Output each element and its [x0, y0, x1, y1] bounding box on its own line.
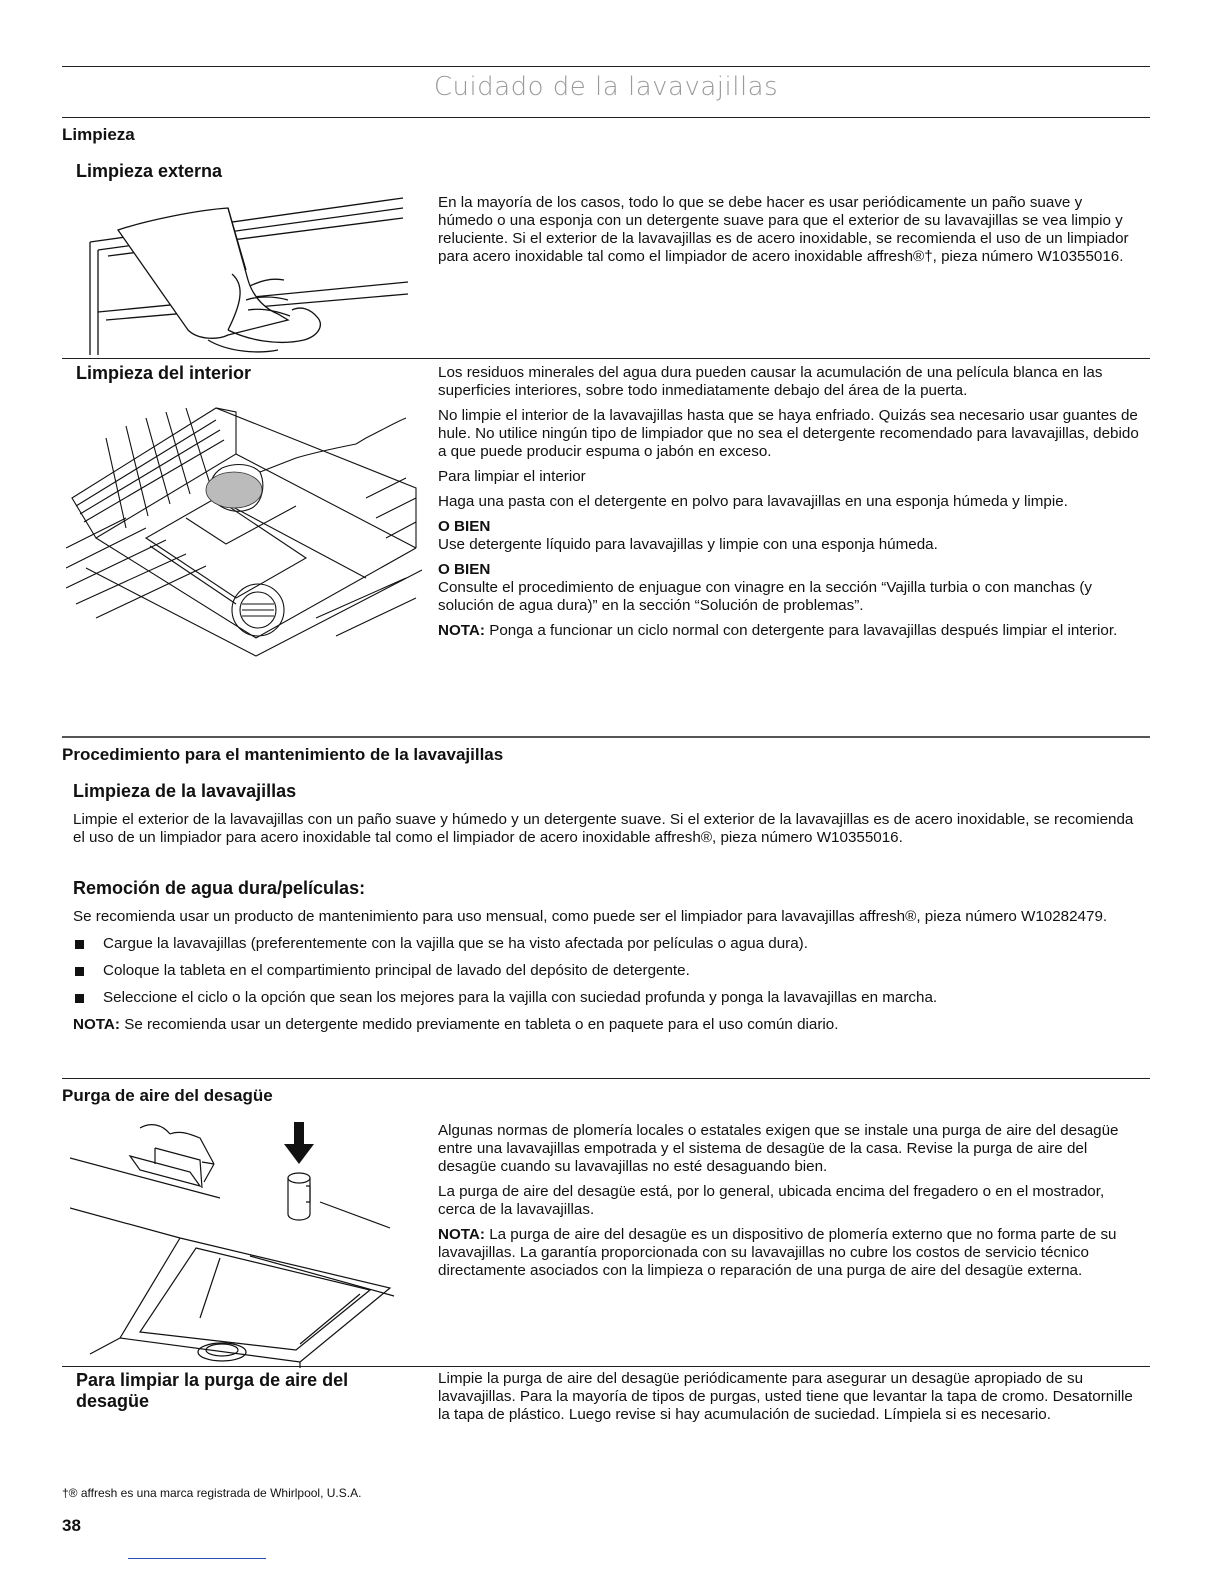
text-limpieza-interior: [438, 364, 1140, 647]
footnote: †® affresh es una marca registrada de Whirlpool, U.S.A.: [62, 1486, 362, 1500]
air-gap-illustration: [70, 1118, 420, 1368]
heading-remocion: Remoción de agua dura/películas:: [73, 878, 366, 898]
paragraph: Los residuos minerales del agua dura pueden causar la acumulación de una película blanca en las superficies interiores, sobre todo inmediatamente debajo del área de la puerta.: [438, 364, 1103, 399]
paragraph: En la mayoría de los casos, todo lo que se debe hacer es usar periódicamente un paño suave y húmedo o una esponja con un detergente suave para que el exterior de su lavavajillas se vea limpio y reluciente. Si el exterior de la lavavajillas es de acero inoxidable, se recomienda el uso de un limpiador para acero inoxidable tal como el limpiador de acero inoxidable affresh®†, pieza número W10355016.: [438, 194, 1129, 265]
list-item: Seleccione el ciclo o la opción que sean los mejores para la vajilla con suciedad profunda y ponga la lavavajillas en marcha.: [73, 989, 1143, 1007]
note-label: NOTA:: [73, 1016, 120, 1033]
note: [438, 622, 1140, 640]
top-rule: [62, 66, 1150, 67]
title-rule: [62, 117, 1150, 118]
list-item: Cargue la lavavajillas (preferentemente con la vajilla que se ha visto afectada por películas o agua dura).: [73, 935, 1143, 953]
paragraph: Haga una pasta con el detergente en polvo para lavavajillas en una esponja húmeda y limpie.: [438, 493, 1068, 510]
heading-limpieza-externa: Limpieza externa: [76, 161, 223, 181]
bullet-list: [73, 935, 1143, 1007]
text-limpiar-purga: [438, 1370, 1140, 1431]
paragraph: Limpie el exterior de la lavavajillas con un paño suave y húmedo y un detergente suave. Si el exterior de la lavavajillas es de acero inoxidable, se recomienda el uso de un limpiador para acero inoxidable tal como el limpiador de acero inoxidable affresh®, pieza número W10355016.: [73, 811, 1134, 846]
or-label: O BIEN: [438, 518, 491, 535]
divider: [62, 358, 1150, 359]
exterior-cleaning-illustration: [78, 190, 418, 358]
paragraph: La purga de aire del desagüe está, por lo general, ubicada encima del fregadero o en el mostrador, cerca de la lavavajillas.: [438, 1183, 1105, 1218]
page-number: 38: [62, 1516, 81, 1535]
note-label: NOTA:: [438, 1226, 485, 1243]
paragraph: Limpie la purga de aire del desagüe periódicamente para asegurar un desagüe apropiado de su lavavajillas. Para la mayoría de tipos de purgas, usted tiene que levantar la tapa de cromo. Desatornille la tapa de plástico. Luego revise si hay acumulación de suciedad. Límpiela si es necesario.: [438, 1370, 1133, 1423]
heading-mantenimiento: Procedimiento para el mantenimiento de la lavavajillas: [62, 745, 504, 764]
heading-limpieza: Limpieza: [62, 125, 135, 144]
heading-limpiar-purga: Para limpiar la purga de aire del desagüe: [76, 1370, 349, 1411]
list-item: Coloque la tableta en el compartimiento principal de lavado del depósito de detergente.: [73, 962, 1143, 980]
note: [438, 1226, 1140, 1280]
paragraph: No limpie el interior de la lavavajillas hasta que se haya enfriado. Quizás sea necesario usar guantes de hule. No utilice ningún tipo de limpiador que no sea el detergente recomendado para lavavajillas, debido a que puede producir espuma o jabón en exceso.: [438, 407, 1139, 460]
heading-purga: Purga de aire del desagüe: [62, 1086, 273, 1105]
section-rule: [62, 736, 1150, 738]
heading-limpieza-interior: Limpieza del interior: [76, 363, 252, 383]
section-rule: [62, 1078, 1150, 1079]
paragraph: Se recomienda usar un producto de mantenimiento para uso mensual, como puede ser el limpiador para lavavajillas affresh®, pieza número W10282479.: [73, 908, 1108, 925]
text-remocion: [73, 908, 1143, 1041]
note-text: Se recomienda usar un detergente medido previamente en tableta o en paquete para el uso común diario.: [119, 1016, 839, 1033]
heading-limpieza-lavavajillas: Limpieza de la lavavajillas: [73, 781, 297, 801]
paragraph: Use detergente líquido para lavavajillas y limpie con una esponja húmeda.: [438, 536, 938, 553]
paragraph: Algunas normas de plomería locales o estatales exigen que se instale una purga de aire del desagüe entre una lavavajillas empotrada y el sistema de desagüe de la casa. Revise la purga de aire del desagüe cuando su lavavajillas no esté desaguando bien.: [438, 1122, 1119, 1175]
text-limpieza-lavavajillas: [73, 811, 1143, 854]
page-title: Cuidado de la lavavajillas: [433, 72, 779, 102]
paragraph: Para limpiar el interior: [438, 468, 586, 485]
note-text: La purga de aire del desagüe es un dispositivo de plomería externo que no forma parte de su lavavajillas. La garantía proporcionada con su lavavajillas no cubre los costos de servicio técnico directamente asociados con la limpieza o reparación de una purga de aire del desagüe externa.: [438, 1226, 1117, 1279]
link-underline: [128, 1558, 266, 1559]
or-label: O BIEN: [438, 561, 491, 578]
note-label: NOTA:: [438, 622, 485, 639]
paragraph: Consulte el procedimiento de enjuague con vinagre en la sección “Vajilla turbia o con manchas (y solución de agua dura)” en la sección “Solución de problemas”.: [438, 579, 1093, 614]
note: [73, 1016, 1143, 1034]
text-purga: [438, 1122, 1140, 1287]
text-limpieza-externa: [438, 194, 1140, 273]
divider: [62, 1366, 1150, 1367]
interior-cleaning-illustration: [66, 398, 422, 660]
note-text: Ponga a funcionar un ciclo normal con detergente para lavavajillas después limpiar el interior.: [484, 622, 1118, 639]
